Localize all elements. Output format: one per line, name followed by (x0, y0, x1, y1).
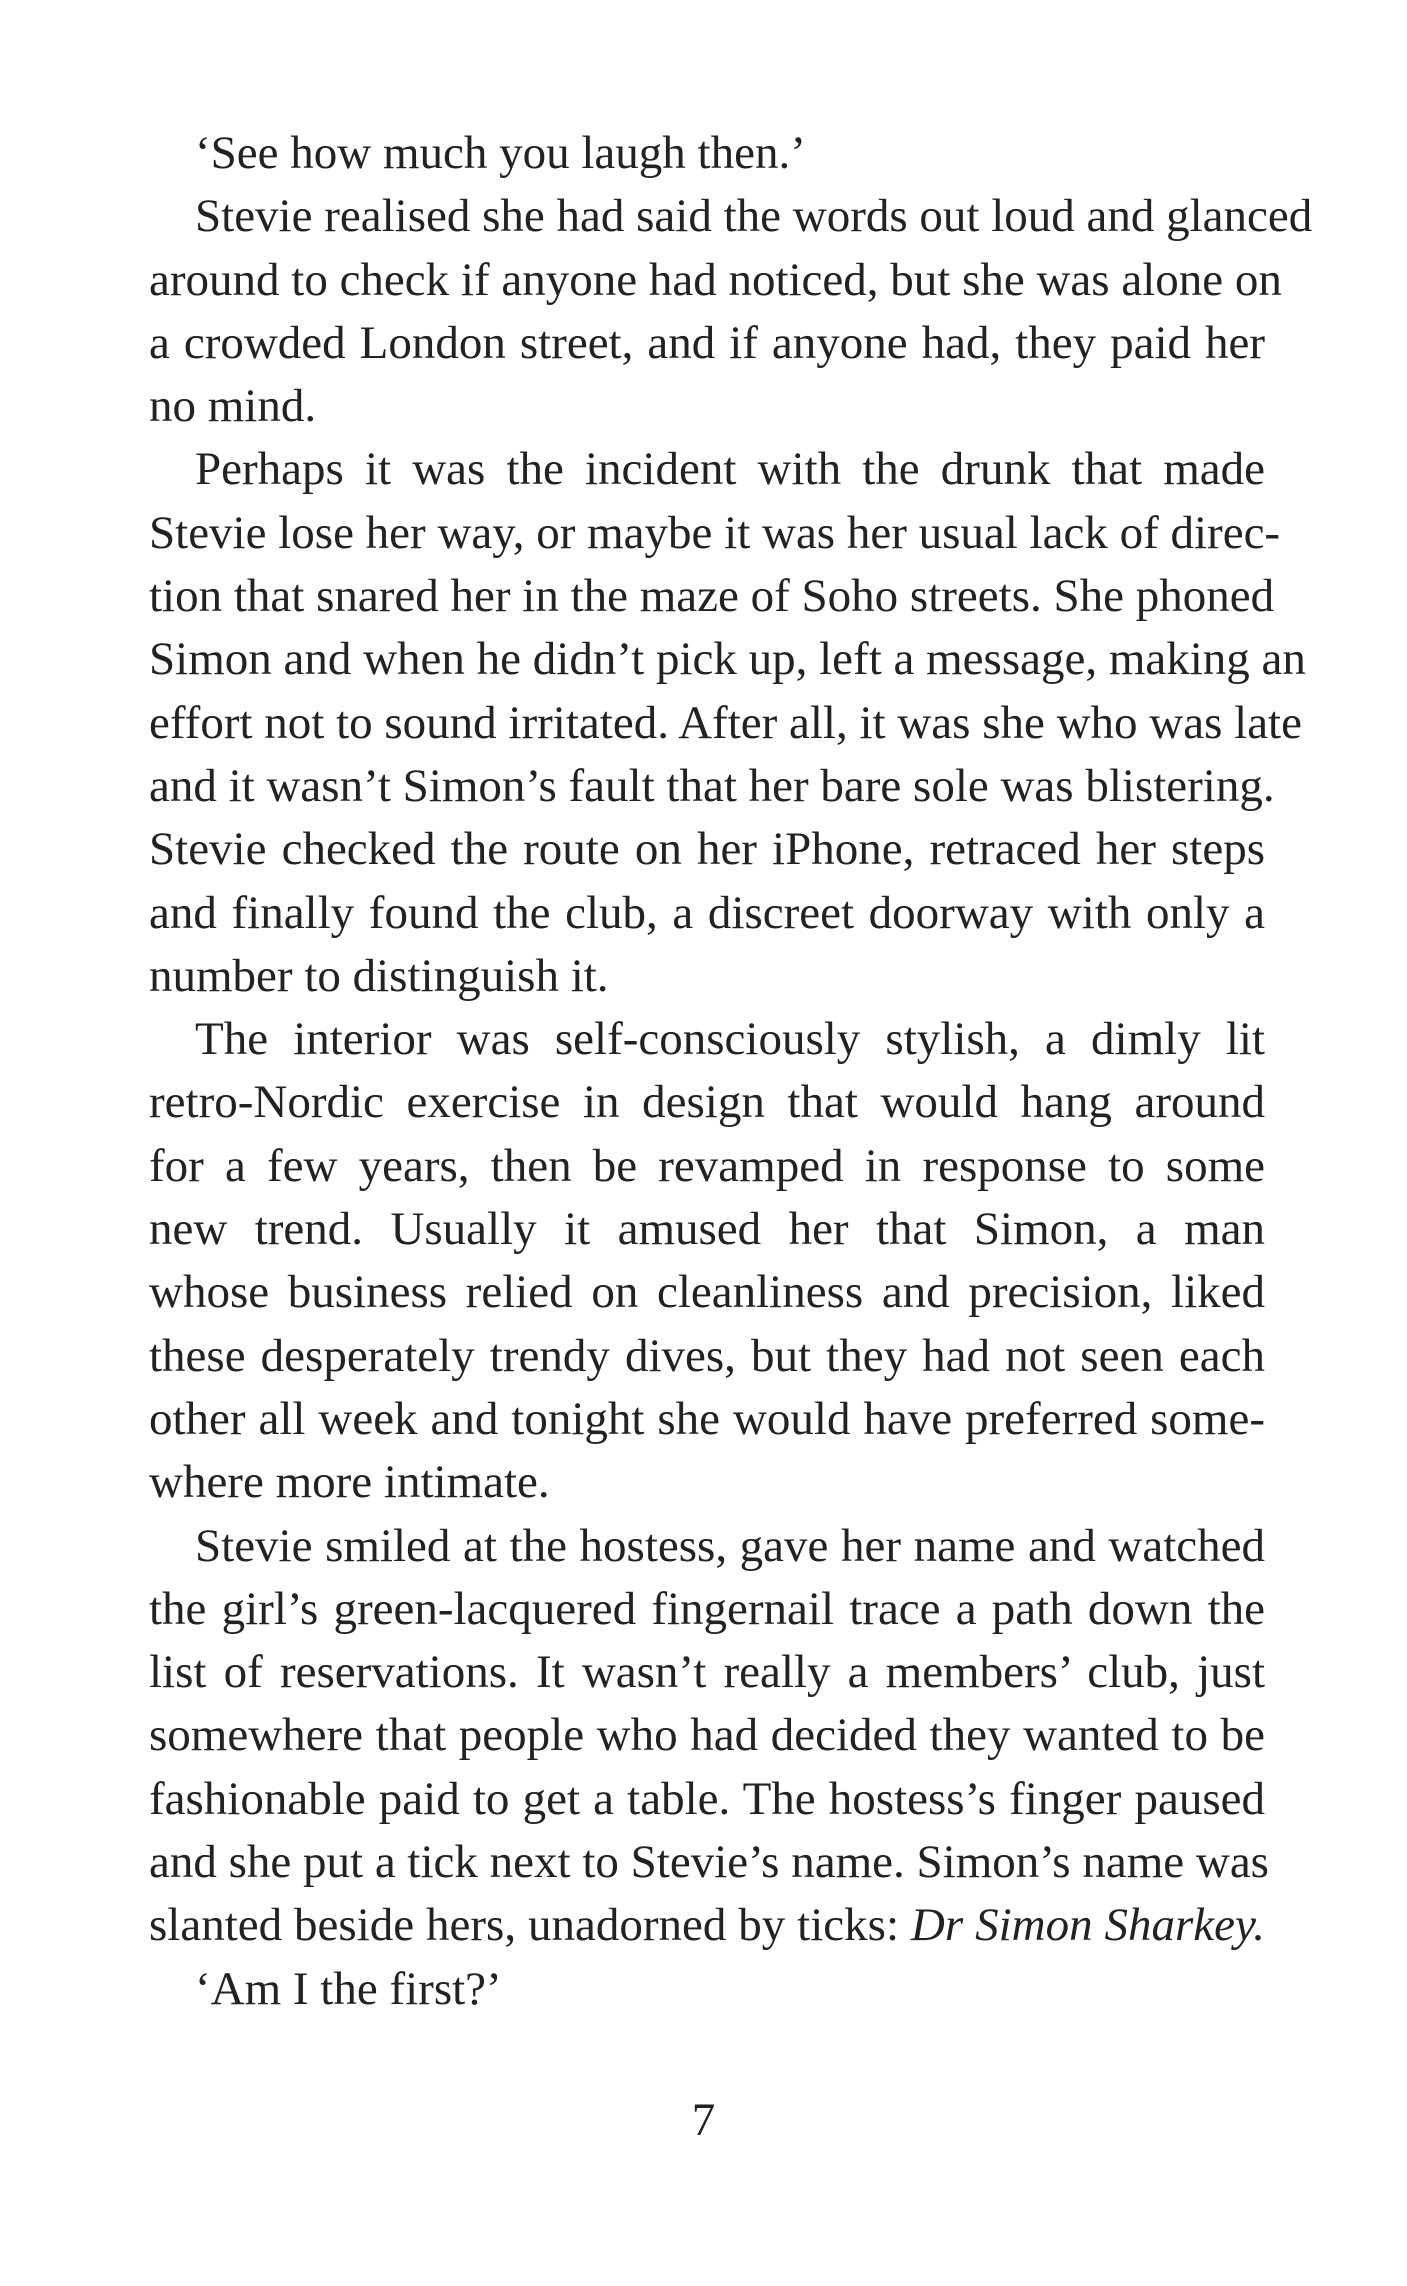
text-line (149, 1831, 1269, 1894)
text-line (149, 1198, 1265, 1261)
text-line-content: where more intimate. (149, 1456, 550, 1509)
text-line (149, 1894, 1265, 1957)
text-line-content: Stevie lose her way, or maybe it was her usual lack of direc- (149, 506, 1281, 559)
text-line-content: other all week and tonight she would have preferred some- (149, 1392, 1265, 1445)
text-line (149, 755, 1275, 818)
italic-name: Dr Simon Sharkey. (910, 1899, 1266, 1952)
text-line (149, 1958, 1265, 2021)
text-line-content: these desperately trendy dives, but they had not seen each (149, 1329, 1265, 1382)
text-line-content: and finally found the club, a discreet doorway with only a (149, 886, 1265, 939)
text-line (149, 565, 1275, 628)
text-line (149, 185, 1313, 248)
text-line-content: effort not to sound irritated. After all, it was she who was late (149, 696, 1302, 749)
text-line (149, 375, 1265, 438)
text-line-content: retro-Nordic exercise in design that would hang around (149, 1076, 1265, 1129)
text-line-content: a crowded London street, and if anyone had, they paid her (149, 316, 1265, 369)
text-line (149, 1261, 1265, 1324)
text-line-content: and it wasn’t Simon’s fault that her bare sole was blistering. (149, 759, 1275, 812)
text-line-content: The interior was self-consciously stylish, a dimly lit (195, 1013, 1265, 1066)
text-line-content: the girl’s green-lacquered fingernail trace a path down the (149, 1582, 1265, 1635)
text-line-content: ‘Am I the first?’ (195, 1962, 502, 2015)
text-line (149, 1578, 1265, 1641)
text-line (149, 249, 1282, 312)
text-line-content: tion that snared her in the maze of Soho streets. She phoned (149, 570, 1275, 623)
text-line (149, 692, 1302, 755)
body-text (149, 122, 1313, 2021)
text-line-content: ‘See how much you laugh then.’ (195, 127, 806, 179)
text-line-content: Stevie smiled at the hostess, gave her name and watched (195, 1519, 1265, 1572)
text-line-content: whose business relied on cleanliness and precision, liked (149, 1266, 1265, 1319)
text-line-content: fashionable paid to get a table. The hostess’s finger paused (149, 1772, 1265, 1825)
text-line-content: for a few years, then be revamped in response to some (149, 1139, 1265, 1192)
text-line (149, 1325, 1265, 1388)
text-line (149, 438, 1265, 501)
text-line-content: list of reservations. It wasn’t really a members’ club, just (149, 1646, 1265, 1699)
text-line-content: slanted beside hers, unadorned by ticks: (149, 1899, 911, 1952)
text-line (149, 502, 1281, 565)
text-line (149, 628, 1306, 691)
text-line-content: Simon and when he didn’t pick up, left a message, making an (149, 633, 1306, 686)
text-line-content: somewhere that people who had decided they wanted to be (149, 1709, 1265, 1762)
text-line (149, 1135, 1265, 1198)
text-line-content: number to distinguish it. (149, 949, 609, 1002)
text-line (149, 945, 1265, 1008)
text-line-content: around to check if anyone had noticed, but she was alone on (149, 253, 1282, 306)
text-line (149, 1071, 1265, 1134)
text-line (149, 818, 1265, 881)
text-line-content: Stevie realised she had said the words out loud and glanced (195, 190, 1313, 243)
text-line (149, 312, 1265, 375)
text-line-content: and she put a tick next to Stevie’s name. Simon’s name was (149, 1836, 1269, 1889)
text-line-content: Stevie checked the route on her iPhone, retraced her steps (149, 823, 1265, 876)
text-line (149, 1008, 1265, 1071)
text-line-content: new trend. Usually it amused her that Simon, a man (149, 1203, 1265, 1256)
text-line (149, 1704, 1265, 1767)
text-line-content: Perhaps it was the incident with the drunk that made (195, 443, 1265, 496)
text-line (149, 1388, 1265, 1451)
text-line (149, 1641, 1265, 1704)
text-line (149, 1451, 1265, 1514)
page-number: 7 (691, 2094, 716, 2146)
text-line (149, 882, 1265, 945)
text-line-content: no mind. (149, 380, 317, 433)
text-line (149, 1515, 1265, 1578)
text-line (149, 122, 1265, 185)
text-line (149, 1768, 1265, 1831)
